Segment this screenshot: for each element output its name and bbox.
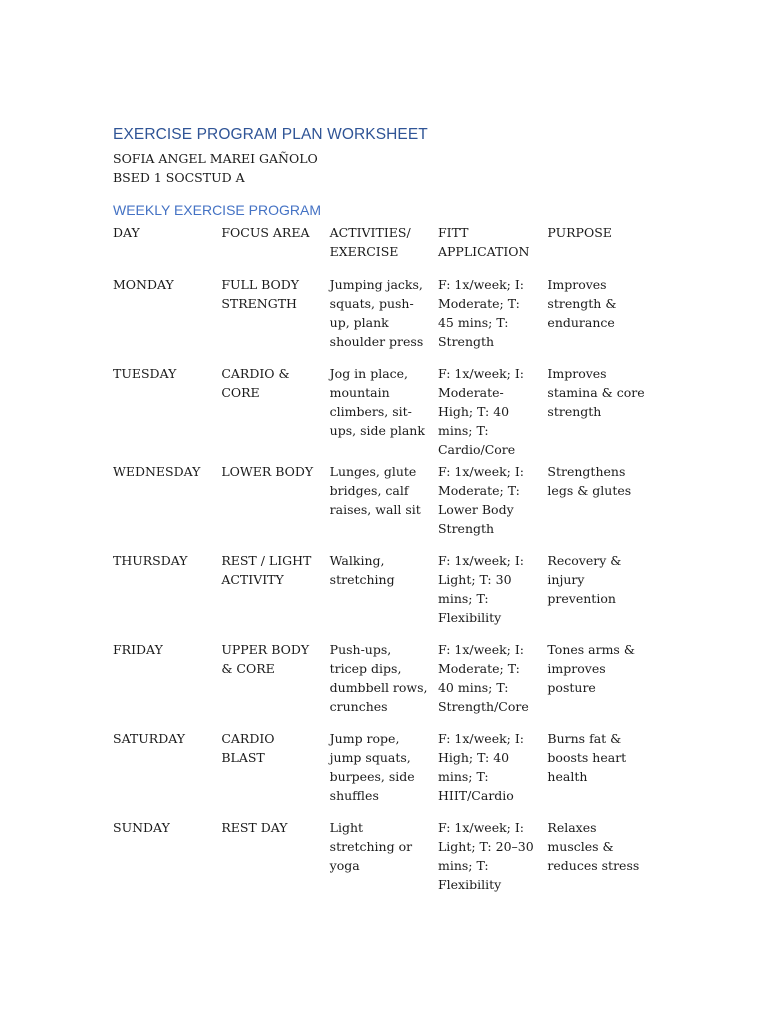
header-day: DAY — [113, 225, 140, 240]
table-row — [108, 272, 653, 361]
cell-focus-area: REST / LIGHT ACTIVITY — [221, 553, 312, 587]
author-name: SOFIA ANGEL MAREI GAÑOLO — [113, 151, 318, 166]
cell-day: MONDAY — [113, 277, 174, 292]
table-row — [108, 459, 653, 548]
table-row — [108, 726, 653, 815]
cell-fitt: F: 1x/week; I: Moderate; T: 40 mins; T: Strength/Core — [437, 642, 529, 714]
exercise-program-table — [108, 220, 653, 904]
cell-fitt: F: 1x/week; I: Moderate; T: 45 mins; T: Strength — [437, 277, 525, 349]
cell-purpose: Improves stamina & core strength — [547, 366, 645, 419]
table-row — [108, 361, 653, 459]
cell-purpose: Tones arms & improves posture — [547, 642, 635, 695]
cell-activities: Push-ups, tricep dips, dumbbell rows, crunches — [329, 642, 428, 714]
header-focus-area: FOCUS AREA — [221, 225, 310, 240]
cell-activities: Jump rope, jump squats, burpees, side shuffles — [329, 731, 415, 803]
table-row — [108, 637, 653, 726]
cell-day: SATURDAY — [113, 731, 185, 746]
cell-fitt: F: 1x/week; I: High; T: 40 mins; T: HIIT/Cardio — [437, 731, 525, 803]
cell-purpose: Burns fat & boosts heart health — [547, 731, 627, 784]
cell-activities: Jumping jacks, squats, push-up, plank shoulder press — [329, 277, 424, 349]
cell-purpose: Recovery & injury prevention — [547, 553, 622, 606]
cell-focus-area: LOWER BODY — [221, 464, 314, 479]
cell-purpose: Strengthens legs & glutes — [547, 464, 632, 498]
cell-fitt: F: 1x/week; I: Light; T: 20–30 mins; T: Flexibility — [437, 820, 534, 892]
cell-focus-area: UPPER BODY & CORE — [221, 642, 310, 676]
class-section: BSED 1 SOCSTUD A — [113, 170, 245, 185]
cell-focus-area: CARDIO & CORE — [221, 366, 290, 400]
cell-day: SUNDAY — [113, 820, 170, 835]
cell-fitt: F: 1x/week; I: Moderate; T: Lower Body Strength — [437, 464, 525, 536]
cell-purpose: Relaxes muscles & reduces stress — [547, 820, 640, 873]
header-fitt-application: FITT APPLICATION — [437, 225, 530, 259]
cell-fitt: F: 1x/week; I: Light; T: 30 mins; T: Flexibility — [437, 553, 525, 625]
table-header-row — [108, 220, 653, 272]
cell-activities: Walking, stretching — [329, 553, 395, 587]
header-activities: ACTIVITIES/ EXERCISE — [329, 225, 411, 259]
cell-day: FRIDAY — [113, 642, 163, 657]
cell-fitt: F: 1x/week; I: Moderate-High; T: 40 mins; T: Cardio/Core — [437, 366, 525, 457]
cell-day: TUESDAY — [113, 366, 177, 381]
document-title: EXERCISE PROGRAM PLAN WORKSHEET — [113, 126, 428, 143]
cell-activities: Lunges, glute bridges, calf raises, wall sit — [329, 464, 421, 517]
cell-activities: Light stretching or yoga — [329, 820, 413, 873]
table-row — [108, 815, 653, 904]
cell-day: WEDNESDAY — [113, 464, 201, 479]
header-purpose: PURPOSE — [547, 225, 612, 240]
section-heading: WEEKLY EXERCISE PROGRAM — [113, 202, 321, 218]
cell-day: THURSDAY — [113, 553, 188, 568]
cell-activities: Jog in place, mountain climbers, sit-ups, side plank — [329, 366, 425, 438]
cell-focus-area: FULL BODY STRENGTH — [221, 277, 300, 311]
table-row — [108, 548, 653, 637]
cell-focus-area: CARDIO BLAST — [221, 731, 275, 765]
cell-focus-area: REST DAY — [221, 820, 288, 835]
cell-purpose: Improves strength & endurance — [547, 277, 617, 330]
